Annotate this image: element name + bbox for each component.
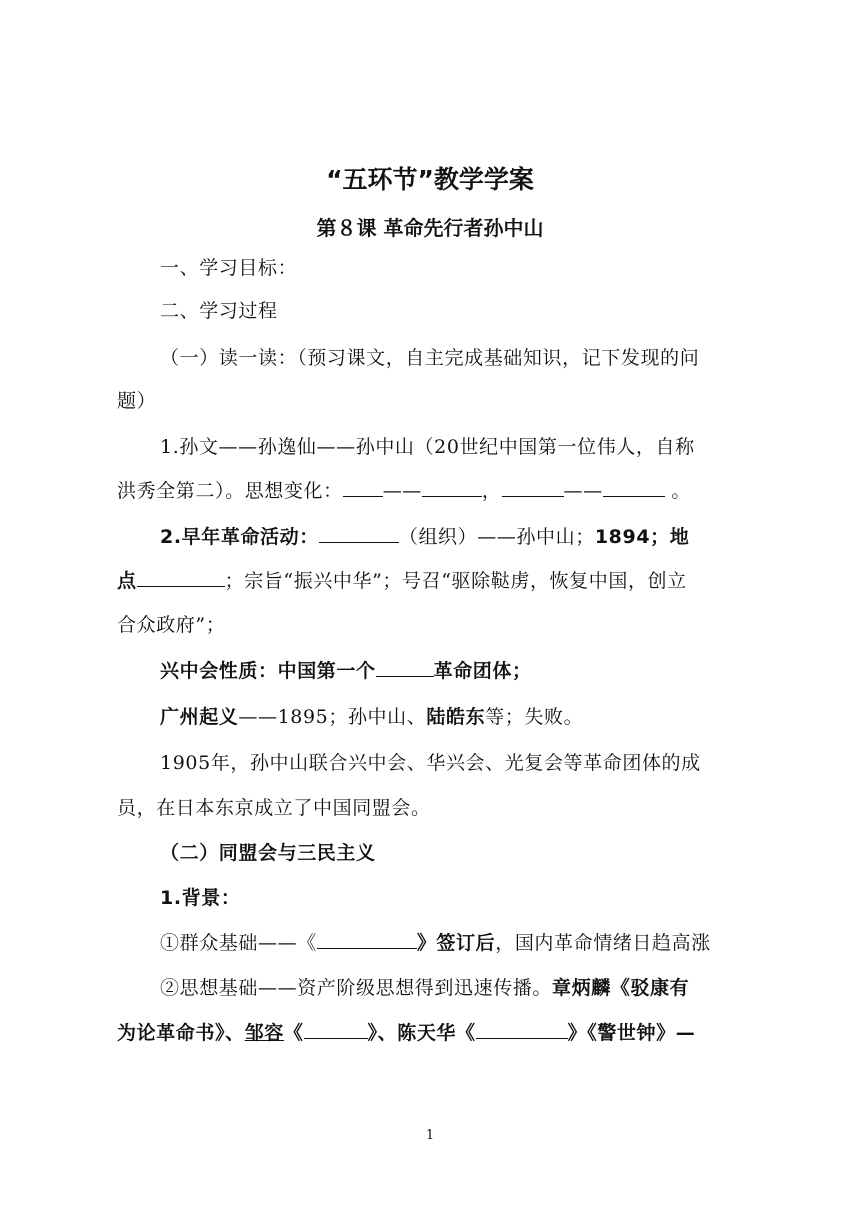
read-section-line1: （一）读一读：（预习课文，自主完成基础知识，记下发现的问 — [160, 347, 700, 369]
read-section-line2: 题） — [117, 390, 157, 412]
bg3-text: 》、陈天华《 — [367, 1022, 476, 1044]
item2-purpose: ；宗旨“振兴中华”；号召“驱除鞑虏，恢复中国，创立 — [224, 570, 687, 592]
dash: —— — [382, 480, 422, 502]
tongmenghui-line1: 1905年，孙中山联合兴中会、华兴会、光复会等革命团体的成 — [160, 752, 701, 774]
xingzhonghui-line — [160, 658, 754, 684]
bg3-text: 为论革命书》、 — [117, 1022, 245, 1044]
bg2-text: ②思想基础——资产阶级思想得到迅速传播。 — [160, 977, 553, 999]
gz-text: 等；失败。 — [485, 706, 584, 728]
fill-blank[interactable] — [476, 1020, 568, 1039]
bg1-text: ，国内革命情绪日趋高涨 — [495, 932, 711, 954]
background-heading: 1.背景： — [160, 887, 241, 909]
item2-place-label: 点 — [117, 570, 137, 592]
fill-blank[interactable] — [502, 478, 564, 497]
bg2-text: 章炳麟《驳康有 — [552, 977, 690, 999]
item1-line2 — [117, 478, 753, 504]
background-line1 — [160, 930, 754, 956]
gz-text: 广州 — [160, 706, 200, 728]
item1-line1: 1.孙文——孙逸仙——孙中山（20世纪中国第一位伟人，自称 — [160, 436, 695, 458]
heading-learning-process: 二、学习过程 — [160, 300, 278, 322]
fill-blank[interactable] — [376, 658, 434, 677]
bg3-text: 》《警世钟》— — [567, 1022, 696, 1044]
item2-line3: 合众政府”； — [117, 614, 226, 636]
fill-blank[interactable] — [319, 524, 399, 543]
fill-blank[interactable] — [317, 930, 417, 949]
gz-text: ——1895；孙中山、 — [238, 706, 427, 728]
gz-text: 起义 — [199, 706, 239, 728]
xzh-text-end: 革命团体； — [433, 660, 532, 682]
item2-line1 — [160, 524, 754, 550]
item1-text: 洪秀全第二）。思想变化： — [117, 480, 343, 502]
bg1-text: ①群众基础——《 — [160, 932, 317, 954]
document-title: “五环节”教学学案 — [326, 165, 534, 194]
background-line2 — [160, 975, 754, 1001]
bg3-person: 邹容 — [244, 1022, 284, 1044]
bg1-text: 》签订后 — [416, 932, 496, 954]
fill-blank[interactable] — [422, 478, 482, 497]
fill-blank[interactable] — [603, 478, 665, 497]
heading-learning-goals: 一、学习目标： — [160, 257, 298, 279]
item2-line2 — [117, 568, 753, 594]
item2-label: 2.早年革命活动： — [160, 526, 319, 548]
fill-blank[interactable] — [137, 568, 225, 587]
fill-blank[interactable] — [343, 478, 383, 497]
guangzhou-uprising-line — [160, 704, 754, 730]
dash: —— — [563, 480, 603, 502]
item2-year: 1894；地 — [594, 526, 690, 548]
page-number: 1 — [425, 1128, 435, 1143]
comma: ， — [481, 480, 502, 502]
item2-org: （组织）——孙中山； — [398, 526, 595, 548]
section2-heading: （二）同盟会与三民主义 — [160, 842, 376, 864]
lesson-subtitle: 第８课 革命先行者孙中山 — [316, 216, 544, 240]
xzh-text: 兴中会性质：中国第一个 — [160, 660, 376, 682]
period: 。 — [664, 480, 691, 502]
gz-person: 陆皓东 — [426, 706, 486, 728]
fill-blank[interactable] — [304, 1020, 368, 1039]
background-line3 — [117, 1020, 753, 1046]
tongmenghui-line2: 员，在日本东京成立了中国同盟会。 — [117, 797, 431, 819]
bg3-text: 《 — [283, 1022, 304, 1044]
